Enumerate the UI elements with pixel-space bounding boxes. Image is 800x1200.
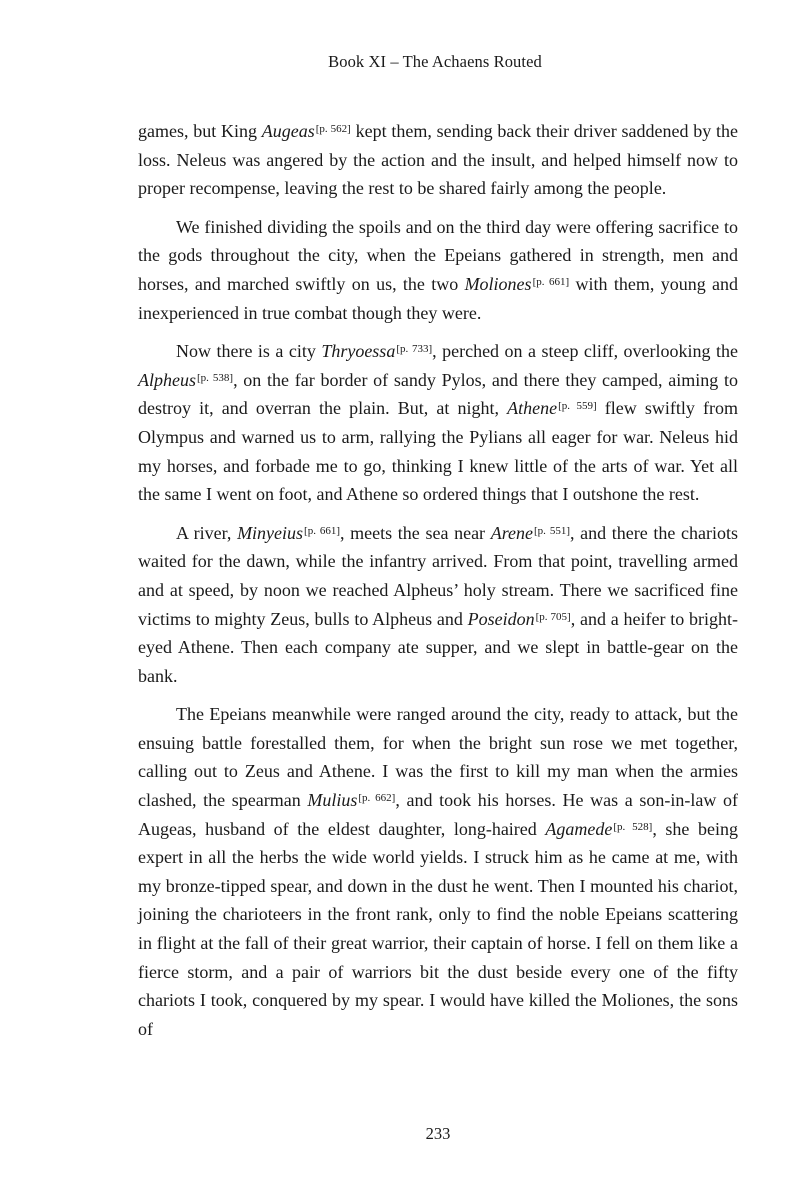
proper-name: Minyeius [237, 522, 304, 543]
page-reference[interactable]: [p. 662] [358, 792, 396, 805]
text-run: We finished dividing the spoils and on the third day were offering sacrifice to the gods throughout the city, when the Epeians gathered in strength, men and horses, and marched swiftly on us, the two [138, 216, 738, 294]
text-run: , she being expert in all the herbs the wide world yields. I struck him as he came at me, with my bronze-tipped spear, and down in the dust he went. Then I mounted his chariot, joining the charioteers in the front rank, only to find the noble Epeians scattering in flight at the fall of their great warrior, their captain of horse. I fell on them like a fierce storm, and a pair of warriors bit the dust beside every one of the fifty chariots I took, conquered by my spear. I would have killed the Moliones, the sons of [138, 818, 739, 1039]
text-run: , perched on a steep cliff, overlooking the [432, 341, 738, 362]
proper-name: Agamede [545, 818, 613, 839]
page-reference[interactable]: [p. 661] [532, 275, 570, 288]
text-run: flew swiftly from Olympus and warned us to arm, rallying the Pylians all eager for war. Neleus hid my horses, and forbade me to go, thinking I knew little of the arts of war. Yet all the same I went on foot, and Athene so ordered things that I outshone the rest. [138, 398, 738, 505]
page-reference[interactable]: [p. 661] [304, 524, 341, 537]
page-reference[interactable]: [p. 559] [558, 400, 597, 413]
page-reference[interactable]: [p. 562] [315, 123, 351, 135]
text-run: kept them, sending back their driver saddened by the loss. Neleus was angered by the action and the insult, and helped himself now to proper recompense, leaving the rest to be shared fairly among the people. [138, 121, 738, 199]
page-number: 233 [425, 1124, 451, 1143]
proper-name: Moliones [464, 273, 532, 294]
text-run: , and there the chariots waited for the dawn, while the infantry arrived. From that point, travelling armed and at speed, by noon we reached Alpheus’ holy stream. There we sacrificed fine victims to mighty Zeus, bulls to Alpheus and [138, 522, 739, 629]
text-run: games, but King [138, 121, 262, 141]
text-run: with them, young and inexperienced in true combat though they were. [138, 273, 739, 323]
paragraph-2 [138, 213, 738, 327]
text-run: , meets the sea near [340, 522, 491, 543]
proper-name: Alpheus [138, 369, 196, 390]
paragraph-1 [138, 117, 738, 203]
text-run: , and took his horses. He was a son-in-law of Augeas, husband of the eldest daughter, long-haired [138, 790, 738, 839]
proper-name: Arene [490, 522, 534, 543]
page-reference[interactable]: [p. 733] [396, 343, 433, 356]
text-run: Now there is a city [176, 341, 322, 362]
paragraph-5 [138, 700, 738, 1043]
paragraph-4 [138, 519, 738, 691]
proper-name: Augeas [261, 121, 315, 141]
page-reference[interactable]: [p. 538] [197, 371, 234, 384]
proper-name: Athene [507, 398, 558, 419]
page-reference[interactable]: [p. 705] [535, 610, 571, 623]
text-run: The Epeians meanwhile were ranged around the city, ready to attack, but the ensuing battle forestalled them, for when the bright sun rose we met together, calling out to Zeus and Athene. I was the first to kill my man when the armies clashed, the spearman [138, 704, 738, 811]
proper-name: Thryoessa [321, 341, 396, 362]
proper-name: Poseidon [467, 608, 535, 629]
text-run: , on the far border of sandy Pylos, and there they camped, aiming to destroy it, and overran the plain. But, at night, [138, 369, 738, 419]
text-run: , and a heifer to bright-eyed Athene. Then each company ate supper, and we slept in battle-gear on the bank. [138, 608, 738, 686]
proper-name: Mulius [307, 790, 358, 811]
body-text [138, 117, 738, 1043]
page-reference[interactable]: [p. 551] [534, 524, 570, 537]
running-header: Book XI – The Achaens Routed [328, 52, 542, 71]
paragraph-3 [138, 337, 738, 509]
page-reference[interactable]: [p. 528] [613, 820, 653, 833]
text-run: A river, [176, 522, 238, 543]
